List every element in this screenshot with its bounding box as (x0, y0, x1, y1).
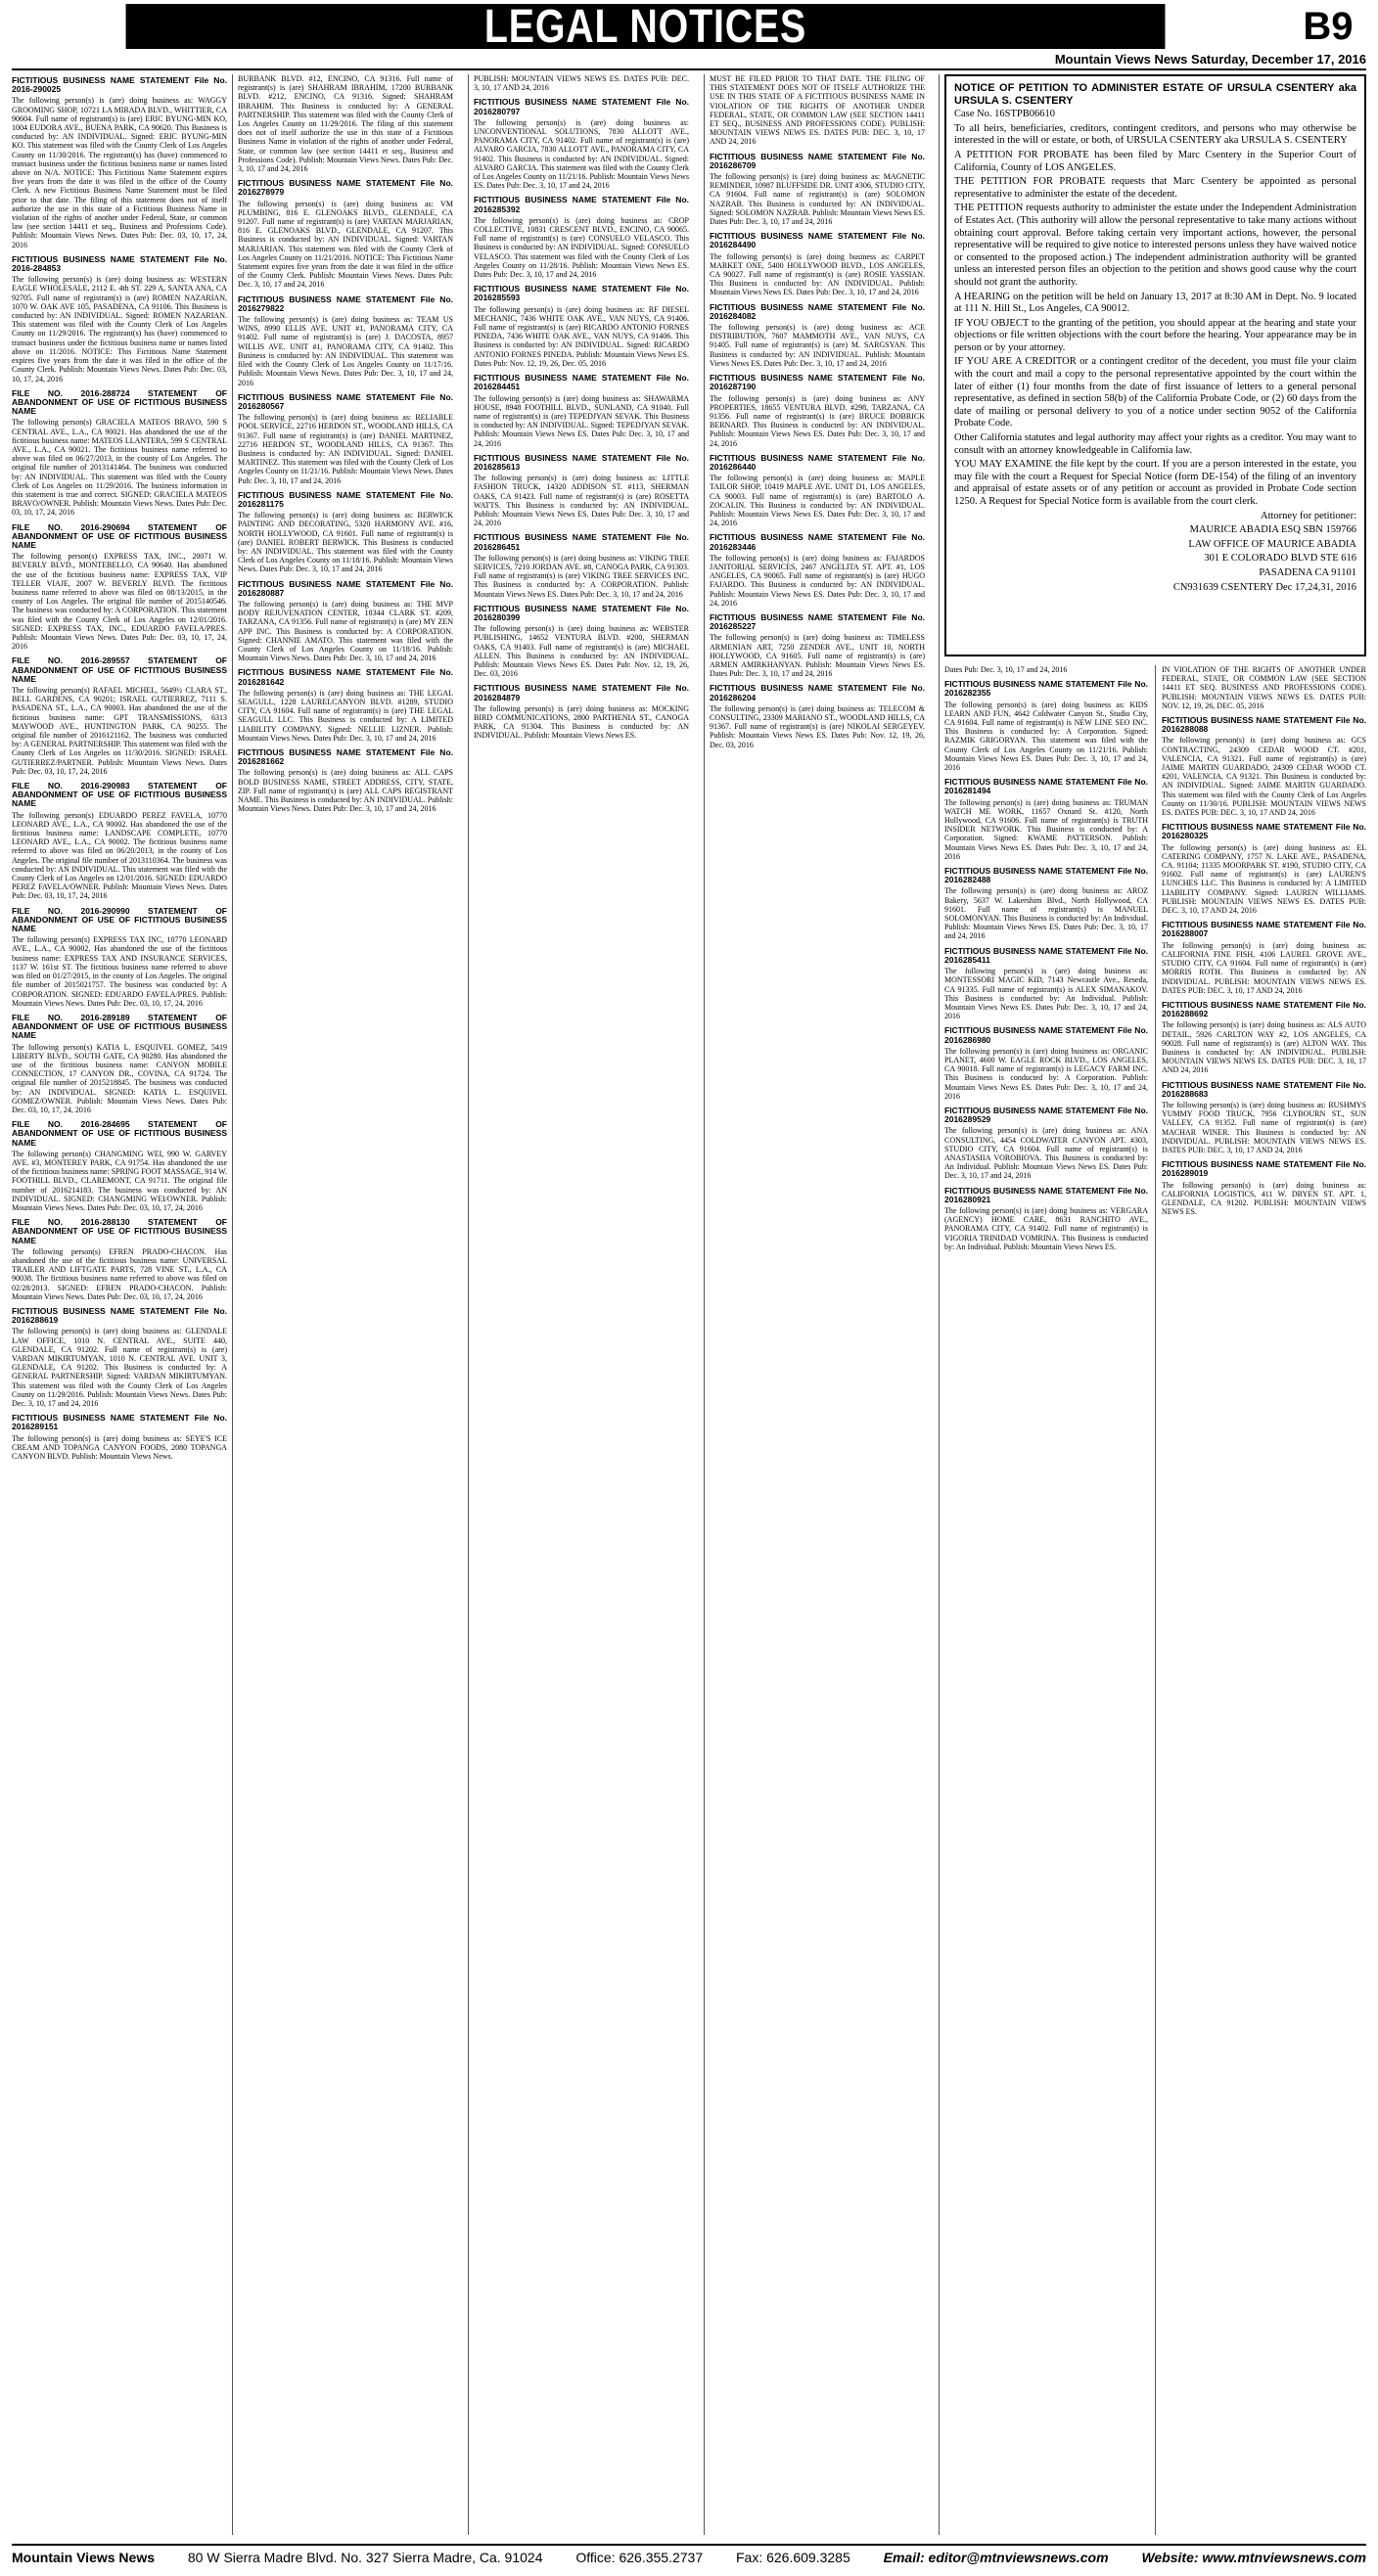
legal-notice (238, 748, 453, 813)
footer-email[interactable]: Email: editor@mtnviewsnews.com (883, 2550, 1109, 2565)
estate-case-number: Case No. 16STPB06610 (954, 109, 1055, 120)
notice-heading: FICTITIOUS BUSINESS NAME STATEMENT File No. 2016281494 (944, 777, 1148, 796)
estate-paragraph: THE PETITION requests authority to administer the estate under the Independent Administration of Estates Act. (This authority will allow the personal representative to take many actions without obtaining court approval. Before taking certain very important actions, however, the personal representative will be required to give notice to interested persons unless they have waived notice or consented to the proposed action.) The independent administration authority will be granted unless an interested person files an objection to the petition and shows good cause why the court should not grant the authority. (954, 203, 1356, 288)
notice-heading: FILE NO. 2016-290990 STATEMENT OF ABANDONMENT OF USE OF FICTITIOUS BUSINESS NAME (12, 905, 227, 934)
notice-body: PUBLISH: MOUNTAIN VIEWS NEWS ES. DATES PUB: DEC. 3, 10, 17 AND 24, 2016 (474, 74, 689, 93)
notice-body: The following person(s) is (are) doing business as: ACE DISTRIBUTION, 7607 MAMMOTH AVE., VAN NUYS, CA 91405. Full name of registrant(s) is (are) M. SARGSYAN. This Business is conducted by: AN INDIVIDUAL. Publish: Mountain Views News ES. Dates Pub: Dec. 3, 10, 17 and 24, 2016 (710, 323, 925, 368)
notice-body: The following person(s) is (are) doing business as: MAPLE TAILOR SHOP, 10419 MAPLE AVE. UNIT D1, LOS ANGELES, CA 90003. Full name of registrant(s) is (are) BARTOLO A. ZOCALIN. This Business is conducted by: AN INDIVIDUAL. Publish: Mountain Views News ES. Dates Pub: Dec. 3, 10, 17 and 24, 2016 (710, 474, 925, 528)
notice-body: The following person(s) EXPRESS TAX, INC., 20071 W. BEVERLY BLVD., MONTEBELLO, CA 90640. Has abandoned the use of the fictitious business name: EXPRESS TAX, VIP TELLER VIAJE, 2007 W. BEVERLY BLVD. The fictitious business name referred to above was filed on 08/13/2015, in the county of Los Angeles. The original file number of 2015140546. The business was conducted by: A CORPORATION. This statement was filed with the County Clerk of Los Angeles on 12/01/2016. SIGNED: EXPRESS TAX, INC., EDUARDO FAVELA/PRES. Publish: Mountain Views News. Dates Pub: Dec. 03, 10, 17, 24, 2016 (12, 552, 227, 652)
notice-heading: FICTITIOUS BUSINESS NAME STATEMENT File No. 2016-290025 (12, 75, 227, 95)
notice-body: IN VIOLATION OF THE RIGHTS OF ANOTHER UNDER FEDERAL, STATE, OR COMMON LAW (SEE SECTION 14411 ET SEQ. BUSINESS AND PROFESSIONS CODE). PUBLISH: MOUNTAIN VIEWS NEWS ES. DATES PUB: NOV. 12, 19, 26, DEC. 05, 2016 (1162, 665, 1366, 710)
notice-heading: FILE NO. 2016-288724 STATEMENT OF ABANDONMENT OF USE OF FICTITIOUS BUSINESS NAME (12, 387, 227, 417)
legal-notice (12, 1218, 227, 1301)
attorney-line: CN931639 CSENTERY Dec 17,24,31, 2016 (1172, 581, 1356, 593)
notice-heading: FICTITIOUS BUSINESS NAME STATEMENT File No. 2016280567 (238, 391, 453, 411)
notice-heading: FICTITIOUS BUSINESS NAME STATEMENT File No. 2016288088 (1162, 715, 1366, 735)
notice-heading: FICTITIOUS BUSINESS NAME STATEMENT File No. 2016281642 (238, 667, 453, 687)
notice-heading: FICTITIOUS BUSINESS NAME STATEMENT File No. 2016285613 (474, 452, 689, 472)
notice-heading: FICTITIOUS BUSINESS NAME STATEMENT File No. 2016284490 (710, 231, 925, 250)
legal-notice (12, 76, 227, 249)
notice-heading: FICTITIOUS BUSINESS NAME STATEMENT File No. 2016-284853 (12, 253, 227, 274)
notice-heading: FICTITIOUS BUSINESS NAME STATEMENT File No. 2016280887 (238, 578, 453, 598)
top-rule (12, 68, 1366, 70)
notice-body: The following person(s) is (are) doing business as: UNCONVENTIONAL SOLUTIONS, 7830 ALLOTT AVE., PANORAMA CITY, CA 91402. Full name of registrant(s) is (are) ALVARO GARCIA, 7830 ALLOTT AVE., PANORAMA CITY, CA 91402. This Business is conducted by: AN INDIVIDUAL. Signed: ALVARO GARCIA. This statement was filed with the County Clerk of Los Angeles County on 11/21/16. Publish: Mountain Views News ES. Dates Pub: Dec. 3, 10, 17 and 24, 2016 (474, 117, 689, 191)
footer-website[interactable]: Website: www.mtnviewsnews.com (1141, 2550, 1366, 2565)
legal-notice (474, 374, 689, 448)
legal-notice (474, 684, 689, 740)
estate-paragraph: IF YOU OBJECT to the granting of the petition, you should appear at the hearing and state your objections or file written objections with the court before the hearing. Your appearance may be in person or by your attorney. (954, 317, 1356, 353)
legal-notice (944, 778, 1148, 861)
notice-heading: FICTITIOUS BUSINESS NAME STATEMENT File No. 2016281662 (238, 747, 453, 767)
footer-paper-name: Mountain Views News (12, 2550, 155, 2565)
notice-body: The following person(s) is (are) doing business as: MOCKING BIRD COMMUNICATIONS, 2800 PARTHENIA ST., CANOGA PARK, CA 91304. This Business is conducted by: AN INDIVIDUAL. Publish: Mountain Views News ES. (474, 703, 689, 741)
notice-heading: FILE NO. 2016-290694 STATEMENT OF ABANDONMENT OF USE OF FICTITIOUS BUSINESS NAME (12, 521, 227, 550)
legal-notice (474, 605, 689, 679)
legal-notice (710, 374, 925, 448)
footer-fax: Fax: 626.609.3285 (735, 2550, 850, 2565)
estate-paragraph: To all heirs, beneficiaries, creditors, contingent creditors, and persons who may otherwise be interested in the will or estate, or both, of URSULA CSENTERY aka URSULA S. CSENTERY (954, 122, 1356, 147)
notice-body: The following person(s) is (are) doing business as: THE LEGAL SEAGULL, 1228 LAURELCANYON BLVD. #1289, STUDIO CITY, CA 91604. Full name of registrant(s) is (are) THE LEGAL SEAGULL LLC. This Business is conducted by: A LIMITED LIABILITY COMPANY. Signed: NELLIE LIZNER. Publish: Mountain Views News. Dates Pub: Dec. 3, 10, 17 and 24, 2016 (238, 688, 453, 743)
notice-body: The following person(s) is (are) doing business as: ORGANIC PLANET, 4600 W. EAGLE ROCK BLVD., LOS ANGELES, CA 90018. Full name of registrant(s) is LEGACY FARM INC. This Business is conducted by: A Corporation. Publish: Mountain Views News ES. Dates Pub: Dec. 3, 10, 17 and 24, 2016 (944, 1046, 1148, 1101)
notice-heading: FICTITIOUS BUSINESS NAME STATEMENT File No. 2016284082 (710, 301, 925, 321)
notice-body: The following person(s) is (are) doing business as: MONTESSORI MAGIC KID, 7143 Newcastle Ave., Reseda, CA 91335. Full name of registrant(s) is ALEX SIMANAKOV. This Business is conducted by: An Individual. Publish: Mountain Views News ES. Dates Pub: Dec. 3, 10, 17 and 24, 2016 (944, 967, 1148, 1021)
legal-notice (1162, 665, 1366, 710)
legal-notice (12, 255, 227, 384)
legal-notice (12, 1014, 227, 1114)
notice-heading: FICTITIOUS BUSINESS NAME STATEMENT File No. 2016288007 (1162, 920, 1366, 939)
notice-body: The following person(s) is (are) doing business as: LITTLE FASHION TRUCK, 14320 ADDISON ST. #113, SHERMAN OAKS, CA 91423. Full name of registrant(s) is (are) ROSETTA WATTS. This Business is conducted by: AN INDIVIDUAL. Publish: Mountain Views News ES. Dates Pub: Dec. 3, 10, 17 and 24, 2016 (474, 474, 689, 528)
notice-heading: FICTITIOUS BUSINESS NAME STATEMENT File No. 2016289019 (1162, 1159, 1366, 1179)
notice-body: The following person(s) EFREN PRADO-CHACON. Has abandoned the use of the fictitious business name: UNIVERSAL TRAILER AND LIFTGATE PARTS, 728 VINE ST., L.A., CA 90038. The fictitious business name referred to above was filed on 02/28/2013. SIGNED: EFREN PRADO-CHACON. Publish: Mountain Views News. Dates Pub: Dec. 03, 10, 17, 24, 2016 (12, 1246, 227, 1301)
legal-notice (12, 1307, 227, 1408)
estate-paragraph: YOU MAY EXAMINE the file kept by the court. If you are a person interested in the estate, you may file with the court a Request for Special Notice (form DE-154) of the filing of an inventory and appraisal of estate assets or of any petition or account as provided in Probate Code section 1250. A Request for Special Notice form is available from the court clerk. (954, 459, 1356, 507)
legal-notice (710, 613, 925, 678)
notice-heading: FICTITIOUS BUSINESS NAME STATEMENT File No. 2016289151 (12, 1413, 227, 1432)
legal-notice (238, 580, 453, 663)
footer-address: 80 W Sierra Madre Blvd. No. 327 Sierra Madre, Ca. 91024 (187, 2550, 543, 2565)
notice-heading: FICTITIOUS BUSINESS NAME STATEMENT File No. 2016285593 (474, 284, 689, 303)
notice-heading: FICTITIOUS BUSINESS NAME STATEMENT File No. 2016285227 (710, 611, 925, 632)
legal-notice (238, 295, 453, 387)
notice-body: The following person(s) is (are) doing business as: TIMELESS ARMENIAN ART, 7250 ZENDER AVE., UNIT 10, NORTH HOLLYWOOD, CA 91605. Full name of registrant(s) is (are) ARMEN AMIRKHANYAN. Publish: Mountain Views News ES. Dates Pub: Dec. 3, 10, 17 and 24, 2016 (710, 633, 925, 679)
legal-notice (474, 454, 689, 528)
notice-heading: FICTITIOUS BUSINESS NAME STATEMENT File No. 2016280921 (944, 1185, 1148, 1204)
legal-notice (238, 491, 453, 574)
legal-notice (12, 1414, 227, 1461)
notice-body: The following person(s) KATIA L. ESQUIVEL GOMEZ, 5419 LIBERTY BLVD., SOUTH GATE, CA 90280. Has abandoned the use of the fictitious business name: CANYON MOBILE CONNECTION, 17 CANYON DR., COVINA, CA 91724. The original file number of 2015218845. The business was conducted by: AN INDIVIDUAL. SIGNED: KATIA L. ESQUIVEL GOMEZ/OWNER. Publish: Mountain Views News. Dates Pub: Dec. 03, 10, 17, 24, 2016 (12, 1042, 227, 1114)
notice-body: The following person(s) is (are) doing business as: CROP COLLECTIVE, 10831 CRESCENT BLVD., ENCINO, CA 90065. Full name of registrant(s) is (are) CONSUELO VELASCO. This Business is conducted by: AN INDIVIDUAL. Signed: CONSUELO VELASCO. This statement was filed with the County Clerk of Los Angeles County on 11/28/16. Publish: Mountain Views News ES. Dates Pub: Dec. 3, 10, 17 and 24, 2016 (474, 215, 689, 280)
notice-heading: FICTITIOUS BUSINESS NAME STATEMENT File No. 2016285392 (474, 195, 689, 214)
estate-attorney-block (954, 511, 1356, 595)
notice-body: The following person(s) is (are) doing business as: ALS AUTO DETAIL, 5926 CARLTON WAY #2, LOS ANGELES, CA 90028. Full name of registrant(s) is (are) ALTON WAY. This Business is conducted by: AN INDIVIDUAL. PUBLISH: MOUNTAIN VIEWS NEWS ES. DATES PUB: DEC. 3, 10, 17 AND 24, 2016 (1162, 1020, 1366, 1075)
legal-notice (710, 74, 925, 147)
dateline: Mountain Views News Saturday, December 17, 2016 (1054, 52, 1366, 67)
legal-notice (474, 98, 689, 190)
notice-body: Dates Pub: Dec. 3, 10, 17 and 24, 2016 (944, 665, 1068, 674)
notice-heading: FICTITIOUS BUSINESS NAME STATEMENT File No. 2016285411 (944, 945, 1148, 965)
notice-body: The following person(s) is (are) doing business as: CALIFORNIA LOGISTICS, 411 W. DRYEN ST. APT. 1, GLENDALE, CA 91202. PUBLISH: MOUNTAIN VIEWS NEWS ES. (1162, 1180, 1366, 1217)
legal-notice (710, 533, 925, 608)
legal-notice (944, 665, 1148, 674)
notice-heading: FILE NO. 2016-284695 STATEMENT OF ABANDONMENT OF USE OF FICTITIOUS BUSINESS NAME (12, 1119, 227, 1148)
notice-heading: FILE NO. 2016-289189 STATEMENT OF ABANDONMENT OF USE OF FICTITIOUS BUSINESS NAME (12, 1012, 227, 1041)
notice-body: The following person(s) is (are) doing business as: GCS CONTRACTING, 24309 CEDAR WOOD CT. #201, VALENCIA, CA 91321. Full name of registrant(s) is (are) JAIME MARTIN GUARDADO, 24309 CEDAR WOOD CT. #201, VALENCIA, CA 91321. This Business is conducted by: AN INDIVIDUAL. Signed: JAIME MARTIN GUARDADO. This statement was filed with the County Clerk of Los Angeles County on 11/30/16. PUBLISH: MOUNTAIN VIEWS NEWS ES. DATES PUB: DEC. 3, 10, 17 AND 24, 2016 (1162, 736, 1366, 818)
legal-notice (1162, 1160, 1366, 1216)
notice-body: BURBANK BLVD. #12, ENCINO, CA 91316. Full name of registrant(s) is (are) SHAHRAM IBRAHIM, 17200 BURBANK BLVD. #212, ENCINO, CA 91316. Signed: SHAHRAM IBRAHIM. This Business is conducted by: A GENERAL PARTNERSHIP. This statement was filed with the County Clerk of Los Angeles County on 11/29/2016. The filing of this statement does not of itself authorize the use in this state of a Fictitious Business Name in violation of the rights of another under Federal, State, or common law (see section 14411 et seq., Business and Professions Code). Publish: Mountain Views News. Dates Pub: Dec. 3, 10, 17 and 24, 2016 (238, 74, 453, 174)
notice-body: The following person(s) is (are) doing business as: GLENDALE LAW OFFICE, 1010 N. CENTRAL AVE., SUITE 440, GLENDALE, CA 91202. Full name of registrant(s) is (are) VARDAN MIKIRTUMYAN, 1010 N. CENTRAL AVE. UNIT 3, GLENDALE, CA 91202. This Business is conducted by: A GENERAL PARTNERSHIP. Signed: VARDAN MIKIRTUMYAN. This statement was filed with the County Clerk of Los Angeles County on 11/29/2016. Publish: Mountain Views News. Dates Pub: Dec. 3, 10, 17 and 24, 2016 (12, 1327, 227, 1409)
notice-heading: FICTITIOUS BUSINESS NAME STATEMENT File No. 2016283446 (710, 532, 925, 552)
notice-heading: FICTITIOUS BUSINESS NAME STATEMENT File No. 2016286980 (944, 1025, 1148, 1045)
legal-notice (1162, 1081, 1366, 1155)
notice-body: The following person(s) is (are) doing business as: WEBSTER PUBLISHING, 14652 VENTURA BLVD. #200, SHERMAN OAKS, CA 91403. Full name of registrant(s) is (are) MICHAEL ALLEN. This Business is conducted by: AN INDIVIDUAL. Publish: Mountain Views News ES. Dates Pub: Nov. 12, 19, 26, Dec. 03, 2016 (474, 624, 689, 679)
legal-notice (238, 179, 453, 289)
notice-body: The following person(s) RAFAEL MICHEL, 5649½ CLARA ST., BELL GARDENS, CA 90201; ISRAEL GUTIERREZ, 7111 S. PASADENA ST., L.A., CA 90003. Has abandoned the use of the fictitious business name: GPT TRANSMISSIONS, 6313 MAYWOOD AVE., HUNTINGTON PARK, CA 90255. The original file number of 2016121162. The business was conducted by: A GENERAL PARTNERSHIP. This statement was filed with the County Clerk of Los Angeles on 11/30/2016. SIGNED: ISRAEL GUTIERREZ/PARTNER. Publish: Mountain Views News. Dates Pub: Dec. 03, 10, 17, 24, 2016 (12, 686, 227, 776)
notice-heading: FICTITIOUS BUSINESS NAME STATEMENT File No. 2016288692 (1162, 999, 1366, 1019)
legal-notice (12, 656, 227, 776)
notice-heading: FICTITIOUS BUSINESS NAME STATEMENT File No. 2016287190 (710, 373, 925, 392)
notice-body: MUST BE FILED PRIOR TO THAT DATE. THE FILING OF THIS STATEMENT DOES NOT OF ITSELF AUTHORIZE THE USE IN THIS STATE OF A FICTITIOUS BUSINESS NAME IN VIOLATION OF THE RIGHTS OF ANOTHER UNDER FEDERAL, STATE, OR COMMON LAW (SEE SECTION 14411 ET SEQ., BUSINESS AND PROFESSIONS CODE). PUBLISH: MOUNTAIN VIEWS NEWS ES. DATES PUB: DEC. 3, 10, 17 AND 24, 2016 (710, 74, 925, 147)
notice-heading: FICTITIOUS BUSINESS NAME STATEMENT File No. 2016282355 (944, 679, 1148, 699)
notice-heading: FICTITIOUS BUSINESS NAME STATEMENT File No. 2016284879 (474, 683, 689, 702)
notice-heading: FICTITIOUS BUSINESS NAME STATEMENT File No. 2016280399 (474, 603, 689, 622)
legal-notice (12, 782, 227, 901)
notice-heading: FICTITIOUS BUSINESS NAME STATEMENT File No. 2016280325 (1162, 822, 1366, 841)
notice-heading: FICTITIOUS BUSINESS NAME STATEMENT File No. 2016284451 (474, 373, 689, 392)
notice-heading: FICTITIOUS BUSINESS NAME STATEMENT File No. 2016286451 (474, 532, 689, 552)
legal-notice (12, 1120, 227, 1212)
notice-body: The following person(s) is (are) doing business as: TELECOM & CONSULTING, 23309 MARIANO ST., WOODLAND HILLS, CA 91367. Full name of registrant(s) is (are) NIKOLAI SERGEYEV. Publish: Mountain Views News ES. Dates Pub: Nov. 12, 19, 26, Dec. 03, 2016 (710, 703, 925, 749)
footer-office-phone: Office: 626.355.2737 (575, 2550, 704, 2565)
notice-body: The following person(s) is (are) doing business as: CARPET MARKET ONE, 5400 HOLLYWOOD BLVD., LOS ANGELES, CA 90027. Full name of registrant(s) is (are) ROSIE YASSIAN. This Business is conducted by: AN INDIVIDUAL. Publish: Mountain Views News ES. Dates Pub: Dec. 3, 10, 17 and 24, 2016 (710, 251, 925, 297)
notice-body: The following person(s) is (are) doing business as: CALIFORNIA FINE FISH, 4106 LAUREL GROVE AVE., STUDIO CITY, CA 91604. Full name of registrant(s) is (are) MORRIS ROTH. This Business is conducted by: AN INDIVIDUAL. PUBLISH: MOUNTAIN VIEWS NEWS ES. DATES PUB: DEC. 3, 10, 17 AND 24, 2016 (1162, 940, 1366, 995)
estate-paragraph: A PETITION FOR PROBATE has been filed by Marc Csentery in the Superior Court of California, County of LOS ANGELES. (954, 149, 1356, 173)
notice-heading: FICTITIOUS BUSINESS NAME STATEMENT File No. 2016282488 (944, 866, 1148, 885)
notice-body: The following person(s) is (are) doing business as: MAGNETIC REMINDER, 10987 BLUFFSIDE DR. UNIT #306, STUDIO CITY, CA 91604. Full name of registrant(s) is (are) SOLOMON NAZRAB. This Business is conducted by: AN INDIVIDUAL. Signed: SOLOMON NAZRAB. Publish: Mountain Views News ES. Dates Pub: Dec. 3, 10, 17 and 24, 2016 (710, 172, 925, 227)
legal-notice (12, 907, 227, 1008)
notice-body: The following person(s) is (are) doing business as: RF DIESEL MECHANIC, 7436 WHITE OAK AVE., VAN NUYS, CA 91406. Full name of registrant(s) is (are) RICARDO ANTONIO FORNES PINEDA, 7436 WHITE OAK AVE., VAN NUYS, CA 91406. This Business is conducted by: AN INDIVIDUAL. Signed: RICARDO ANTONIO FORNES PINEDA. Publish: Mountain Views News ES. Dates Pub: Nov. 12, 19, 26, Dec. 05, 2016 (474, 304, 689, 368)
estate-paragraph: Other California statutes and legal authority may affect your rights as a creditor. You may want to consult with an attorney knowledgeable in California law. (954, 432, 1356, 456)
legal-notice (944, 1107, 1148, 1181)
notice-body: The following person(s) is (are) doing business as: BERWICK PAINTING AND DECORATING, 5320 HARMONY AVE. #16, NORTH HOLLYWOOD, CA 91601. Full name of registrant(s) is (are) DANIEL ROBERT BERWICK. This Business is conducted by: AN INDIVIDUAL. This statement was filed with the County Clerk of Los Angeles County on 11/18/16. Publish: Mountain Views News. Dates Pub: Dec. 3, 10, 17 and 24, 2016 (238, 511, 453, 574)
notice-body: The following person(s) EXPRESS TAX INC, 10770 LEONARD AVE., L.A., CA 90002. Has abandoned the use of the fictitious business name: EXPRESS TAX AND INSURANCE SERVICES, 1137 W. 161st ST. The fictitious business name referred to above was filed on 01/27/2015, in the county of Los Angeles. The original file number of 2015021757. The business was conducted by: A CORPORATION. SIGNED: EDUARDO FAVELA/PRES. Publish: Mountain Views News. Dates Pub: Dec. 03, 10, 17, 24, 2016 (12, 935, 227, 1008)
legal-notice (1162, 823, 1366, 915)
notice-body: The following person(s) is (are) doing business as: RUSHMYS YUMMY FOOD TRUCK, 7956 CLYBOURN ST., SUN VALLEY, CA 91352. Full name of registrant(s) is (are) MACHAR WINER. This Business is conducted by: AN INDIVIDUAL. PUBLISH: MOUNTAIN VIEWS NEWS ES. DATES PUB: DEC. 3, 10, 17 AND 24, 2016 (1162, 1100, 1366, 1154)
notice-body: The following person(s) EDUARDO PEREZ FAVELA, 10770 LEONARD AVE., L.A., CA 90002. Has abandoned the use of the fictitious business name: LANDSCAPE COMPLETE, 10770 LEONARD AVE., L.A., CA 90002. The fictitious business name referred to above was filed on 06/20/2013, in the county of Los Angeles. The original file number of 2013110364. The business was conducted by: AN INDIVIDUAL. This statement was filed with the County Clerk of Los Angeles on 12/01/2016. SIGNED: EDUARDO PEREZ FAVELA/OWNER. Publish: Mountain Views News. Dates Pub: Dec. 03, 10, 17, 24, 2016 (12, 810, 227, 901)
column-3 (474, 74, 689, 2535)
notice-body: The following person(s) is (are) doing business as: VIKING TREE SERVICES, 7210 JORDAN AVE. #8, CANOGA PARK, CA 91303. Full name of registrant(s) is (are) VIKING TREE SERVICES INC. This Business is conducted by: A CORPORATION. Publish: Mountain Views News ES. Dates Pub: Dec. 3, 10, 17 and 24, 2016 (474, 553, 689, 599)
legal-notice (238, 393, 453, 485)
notice-heading: FICTITIOUS BUSINESS NAME STATEMENT File No. 2016288619 (12, 1306, 227, 1326)
page-title: LEGAL NOTICES (126, 4, 1166, 49)
legal-notice (474, 533, 689, 598)
notice-body: The following person(s) is (are) doing business as: TEAM US WINS, 8990 ELLIS AVE. UNIT #1, PANORAMA CITY, CA 91402. Full name of registrant(s) is (are) J. DACOSTA, 8957 WILLIS AVE. UNIT #1, PANORAMA CITY, CA 91402. This Business is conducted by: AN INDIVIDUAL. This statement was filed with the County Clerk of Los Angeles County on 11/17/16. Publish: Mountain Views News. Dates Pub: Dec. 3, 10, 17 and 24, 2016 (238, 315, 453, 387)
notice-heading: FICTITIOUS BUSINESS NAME STATEMENT File No. 2016286204 (710, 683, 925, 702)
legal-notice (238, 74, 453, 173)
legal-notice (474, 285, 689, 368)
estate-notice (944, 74, 1366, 656)
legal-notice (12, 389, 227, 518)
notice-body: The following person(s) is (are) doing business as: FAJARDOS JANITORIAL SERVICES, 2467 ANGELITA ST. APT. #1, LOS ANGELES, CA 90065. Full name of registrant(s) is (are) HUGO FAJARDO. This Business is conducted by: AN INDIVIDUAL. Publish: Mountain Views News ES. Dates Pub: Dec. 3, 10, 17 and 24, 2016 (710, 553, 925, 608)
column-divider (704, 74, 705, 2535)
notice-body: The following person(s) is (are) doing business as: VM PLUMBING, 816 E. GLENOAKS BLVD., GLENDALE, CA 91207. Full name of registrant(s) is (are) VARTAN MARJARIAN, 816 E. GLENOAKS BLVD., GLENDALE, CA 91207. This Business is conducted by: AN INDIVIDUAL. Signed: VARTAN MARJARIAN. This statement was filed with the County Clerk of Los Angeles County on 11/21/2016. NOTICE: This Fictitious Name Statement expires five years from the date it was filed in the office of the County Clerk. Publish: Mountain Views News. Dates Pub: Dec. 3, 10, 17 and 24, 2016 (238, 199, 453, 290)
page-number: B9 (1303, 4, 1354, 48)
notice-heading: FICTITIOUS BUSINESS NAME STATEMENT File No. 2016288683 (1162, 1079, 1366, 1099)
legal-notice (1162, 716, 1366, 817)
notice-body: The following person(s) is (are) doing business as: KIDS LEARN AND FUN, 4642 Coldwater Canyon St., Studio City, CA 91604. Full name of registrant(s) is NEW LINE SEO INC. This Business is conducted by: A Corporation. Signed: RAZMIK GRIGORYAN. This statement was filed with the County Clerk of Los Angeles County on 11/21/16. Publish: Mountain Views News ES. Dates Pub: Dec. 3, 10, 17 and 24, 2016 (944, 700, 1148, 773)
notice-body: The following person(s) CHANGMING WEI, 990 W. GARVEY AVE. #3, MONTEREY PARK, CA 91754. Has abandoned the use of the fictitious business name: SPRING FOOT MASSAGE, 914 W. FOOTHILL BLVD., CLAREMONT, CA 91711. The original file number of 2016214183. The business was conducted by: AN INDIVIDUAL. SIGNED: CHANGMING WEI/OWNER. Publish: Mountain Views News. Dates Pub: Dec. 03, 10, 17, 24, 2016 (12, 1149, 227, 1212)
column-divider (468, 74, 469, 2535)
notice-body: The following person(s) is (are) doing business as: SEYE'S ICE CREAM AND TOPANGA CANYON FOODS, 2080 TOPANGA CANYON BLVD. Publish: Mountain Views News. (12, 1433, 227, 1462)
estate-paragraph: IF YOU ARE A CREDITOR or a contingent creditor of the decedent, you must file your claim with the court and mail a copy to the personal representative appointed by the court within the later of either (1) four months from the date of first issuance of letters to a general personal representative, as defined in section 58(b) of the California Probate Code, or (2) 60 days from the date of mailing or personal delivery to you of a notice under section 9052 of the California Probate Code. (954, 356, 1356, 429)
notice-heading: FICTITIOUS BUSINESS NAME STATEMENT File No. 2016286440 (710, 452, 925, 472)
notice-heading: FICTITIOUS BUSINESS NAME STATEMENT File No. 2016278979 (238, 178, 453, 198)
notice-body: The following person(s) is (are) doing business as: ANA CONSULTING, 4454 COLDWATER CANYON APT. #303, STUDIO CITY, CA 91604. Full name of registrant(s) is ANASTASIIA VOROBIOVA. This Business is conducted by: An Individual. Publish: Mountain Views News ES. Dates Pub: Dec. 3, 10, 17 and 24, 2016 (944, 1126, 1148, 1181)
notice-body: The following person(s) is (are) doing business as: THE MVP BODY REJUVENATION CENTER, 18344 CLARK ST. #209, TARZANA, CA 91356. Full name of registrant(s) is (are) MY ZEN APP INC. This Business is conducted by: A CORPORATION. Signed: CHANNIE AMATO. This statement was filed with the County Clerk of Los Angeles County on 11/18/16. Publish: Mountain Views News. Dates Pub: Dec. 3, 10, 17 and 24, 2016 (238, 599, 453, 663)
legal-notice (710, 303, 925, 368)
column-4 (710, 74, 925, 2535)
notice-heading: FILE NO. 2016-290983 STATEMENT OF ABANDONMENT OF USE OF FICTITIOUS BUSINESS NAME (12, 781, 227, 809)
notice-body: The following person(s) is (are) doing business as: WAGGY GROOMING SHOP, 10721 LA MIRADA BLVD., WHITTIER, CA 90604. Full name of registrant(s) is (are) ERIC BYUNG-MIN KO, 1004 EUDORA AVE., BUENA PARK, CA 90620. This Business is conducted by: AN INDIVIDUAL. Signed: ERIC BYUNG-MIN KO. This statement was filed with the County Clerk of Los Angeles County on 11/30/2016. The registrant(s) has (have) commenced to transact business under the fictitious business name or names listed above on N/A. NOTICE: This Fictitious Name Statement expires five years from the date it was filed in the office of the County Clerk. A new Fictitious Business Name Statement must be filed prior to that date. The filing of this statement does not of itself authorize the use in this state of a Fictitious Business Name in violation of the rights of another under Federal, State, or common law (see section 14411 et seq., Business and Professions Code). Publish: Mountain Views News. Dates Pub: Dec. 03, 10, 17, 24, 2016 (12, 96, 227, 249)
footer (0, 2544, 1378, 2573)
notice-heading: FICTITIOUS BUSINESS NAME STATEMENT File No. 2016286709 (710, 151, 925, 170)
notice-heading: FILE NO. 2016-288130 STATEMENT OF ABANDONMENT OF USE OF FICTITIOUS BUSINESS NAME (12, 1217, 227, 1245)
notice-body: The following person(s) GRACIELA MATEOS BRAVO, 590 S CENTRAL AVE., L.A., CA 90021. Has abandoned the use of the fictitious business name: MATEOS LLANTERA, 599 S CENTRAL AVE., L.A., CA 90021. The fictitious business name referred to above was filed on 06/27/2013, in the county of Los Angeles. The original file number of 2013141464. The business was conducted by: AN INDIVIDUAL. This statement was filed with the County Clerk of Los Angeles on 11/29/2016. The business information in this statement is true and correct. SIGNED: GRACIELA MATEOS BRAVO/OWNER. Publish: Mountain Views News. Dates Pub: Dec. 03, 10, 17, 24, 2016 (12, 418, 227, 518)
legal-notice (12, 523, 227, 652)
estate-notice-title: NOTICE OF PETITION TO ADMINISTER ESTATE OF URSULA CSENTERY aka URSULA S. CSENTERY (954, 82, 1356, 107)
legal-notice (238, 668, 453, 743)
legal-notice (944, 1026, 1148, 1101)
column-5 (944, 665, 1148, 2535)
notice-body: The following person(s) is (are) doing business as: TRUMAN WATCH ME WORK, 11657 Oxnard St. #120, North Hollywood, CA 91606. Full name of registrant(s) is TRUTH INSIDER NETWORK. This Business is conducted by: A Corporation. Signed: KWAME PATTERSON. Publish: Mountain Views News ES. Dates Pub: Dec. 3, 10, 17 and 24, 2016 (944, 797, 1148, 861)
legal-notice (1162, 921, 1366, 995)
notice-body: The following person(s) is (are) doing business as: AROZ Bakery, 5637 W. Lakershim Blvd., North Hollywood, CA 91601. Full name of registrant(s) is MANUEL SOLOMONYAN. This Business is conducted by: An Individual. Publish: Mountain Views News ES. Dates Pub: Dec. 3, 10, 17 and 24, 2016 (944, 886, 1148, 941)
estate-paragraph: A HEARING on the petition will be held on January 13, 2017 at 8:30 AM in Dept. No. 9 located at 111 N. Hill St., Los Angeles, CA 90012. (954, 291, 1356, 315)
notice-body: The following person(s) is (are) doing business as: WESTERN EAGLE WHOLESALE, 2112 E. 4th ST. 229 A, SANTA ANA, CA 92705. Full name of registrant(s) is (are) ROMEN NAZARIAN, 1070 W. OAK AVE 105, PASADENA, CA 91106. This Business is conducted by: AN INDIVIDUAL. Signed: ROMEN NAZARIAN. This statement was filed with the County Clerk of Los Angeles County on 11/29/2016. The registrant(s) has (have) commenced to transact business under the fictitious business name or names listed above on 11/2016. NOTICE: This Fictitious Name Statement expires five years from the date it was filed in the office of the County Clerk. Publish: Mountain Views News. Dates Pub: Dec. 03, 10, 17, 24, 2016 (12, 275, 227, 384)
legal-notice (944, 680, 1148, 772)
legal-notice (944, 947, 1148, 1021)
legal-notice (710, 684, 925, 748)
column-1 (12, 74, 227, 2535)
notice-body: The following person(s) is (are) doing business as: EL CATERING COMPANY, 1757 N. LAKE AVE., PASADENA, CA. 91104; 11335 MOORPARK ST. #190, STUDIO CITY, CA 91602. Full name of registrant(s) is (are) LAUREN'S LUNCHES LLC. This Business is conducted by: A LIMITED LIABILITY COMPANY. Signed: LAUREN WILLIAMS. PUBLISH: MOUNTAIN VIEWS NEWS ES. DATES PUB: DEC. 3, 10, 17 AND 24, 2016 (1162, 842, 1366, 916)
legal-notice (1162, 1001, 1366, 1075)
notice-heading: FICTITIOUS BUSINESS NAME STATEMENT File No. 2016280797 (474, 97, 689, 116)
footer-rule (12, 2544, 1366, 2546)
legal-notice (474, 196, 689, 279)
estate-notice-body (954, 123, 1356, 509)
attorney-line: 301 E COLORADO BLVD STE 616 (1204, 553, 1356, 565)
notice-body: The following person(s) is (are) doing business as: ALL CAPS BOLD BUSINESS NAME, STREET ADDRESS, CITY, STATE, ZIP. Full name of registrant(s) is (are) ALL CAPS REGISTRANT NAME. This Business is conducted by: AN INDIVIDUAL. Publish: Mountain Views News. Dates Pub: Dec. 3, 10, 17 and 24, 2016 (238, 768, 453, 814)
masthead (0, 0, 1378, 67)
column-divider (1155, 665, 1156, 2535)
notice-body: The following person(s) is (are) doing business as: ANY PROPERTIES, 18655 VENTURA BLVD. #298, TARZANA, CA 91356. Full name of registrant(s) is (are) BRUCE BOBRICK BERNARD. This Business is conducted by: AN INDIVIDUAL. Publish: Mountain Views News ES. Dates Pub: Dec. 3, 10, 17 and 24, 2016 (710, 393, 925, 448)
notice-heading: FICTITIOUS BUSINESS NAME STATEMENT File No. 2016289529 (944, 1105, 1148, 1125)
column-divider (232, 74, 233, 2535)
estate-paragraph: THE PETITION FOR PROBATE requests that Marc Csentery be appointed as personal representative to administer the estate of the decedent. (954, 176, 1356, 200)
column-divider (939, 74, 940, 2535)
column-6 (1162, 665, 1366, 2535)
attorney-line: MAURICE ABADIA ESQ SBN 159766 (1189, 524, 1356, 536)
notice-body: The following person(s) is (are) doing business as: VERGARA (AGENCY) HOME CARE, 8631 RANCHITO AVE., PANORAMA CITY, CA 91402. Full name of registrant(s) is VIGORIA TRINIDAD VOMRINA. This Business is conducted by: An Individual. Publish: Mountain Views News ES. (944, 1205, 1148, 1251)
notice-heading: FICTITIOUS BUSINESS NAME STATEMENT File No. 2016279822 (238, 294, 453, 313)
legal-notice (710, 454, 925, 528)
notice-heading: FILE NO. 2016-289557 STATEMENT OF ABANDONMENT OF USE OF FICTITIOUS BUSINESS NAME (12, 655, 227, 684)
attorney-line: LAW OFFICE OF MAURICE ABADIA (1188, 538, 1356, 550)
legal-notice (710, 153, 925, 227)
notice-heading: FICTITIOUS BUSINESS NAME STATEMENT File No. 2016281175 (238, 489, 453, 509)
attorney-line: PASADENA CA 91101 (1259, 566, 1356, 578)
legal-notice (944, 1187, 1148, 1251)
legal-notice (710, 232, 925, 296)
attorney-line: Attorney for petitioner: (1261, 510, 1356, 521)
legal-notice (944, 867, 1148, 941)
legal-notice (474, 74, 689, 92)
notice-body: The following person(s) is (are) doing business as: SHAWARMA HOUSE, 8948 FOOTHILL BLVD., SUNLAND, CA 91040. Full name of registrant(s) is (are) TEPEDJYAN SEVAK. This Business is conducted by: AN INDIVIDUAL. Signed: TEPEDJYAN SEVAK. Publish: Mountain Views News ES. Dates Pub: Dec. 3, 10, 17 and 24, 2016 (474, 393, 689, 448)
notice-body: The following person(s) is (are) doing business as: RELIABLE POOL SERVICE, 22716 HERDON ST., WOODLAND HILLS, CA 91367. Full name of registrant(s) is (are) DANIEL MARTINEZ, 22716 HERDON ST., WOODLAND HILLS, CA 91367. This Business is conducted by: AN INDIVIDUAL. Signed: DANIEL MARTINEZ. This statement was filed with the County Clerk of Los Angeles County on 11/21/16. Publish: Mountain Views News. Dates Pub: Dec. 3, 10, 17 and 24, 2016 (238, 413, 453, 485)
column-2 (238, 74, 453, 2535)
